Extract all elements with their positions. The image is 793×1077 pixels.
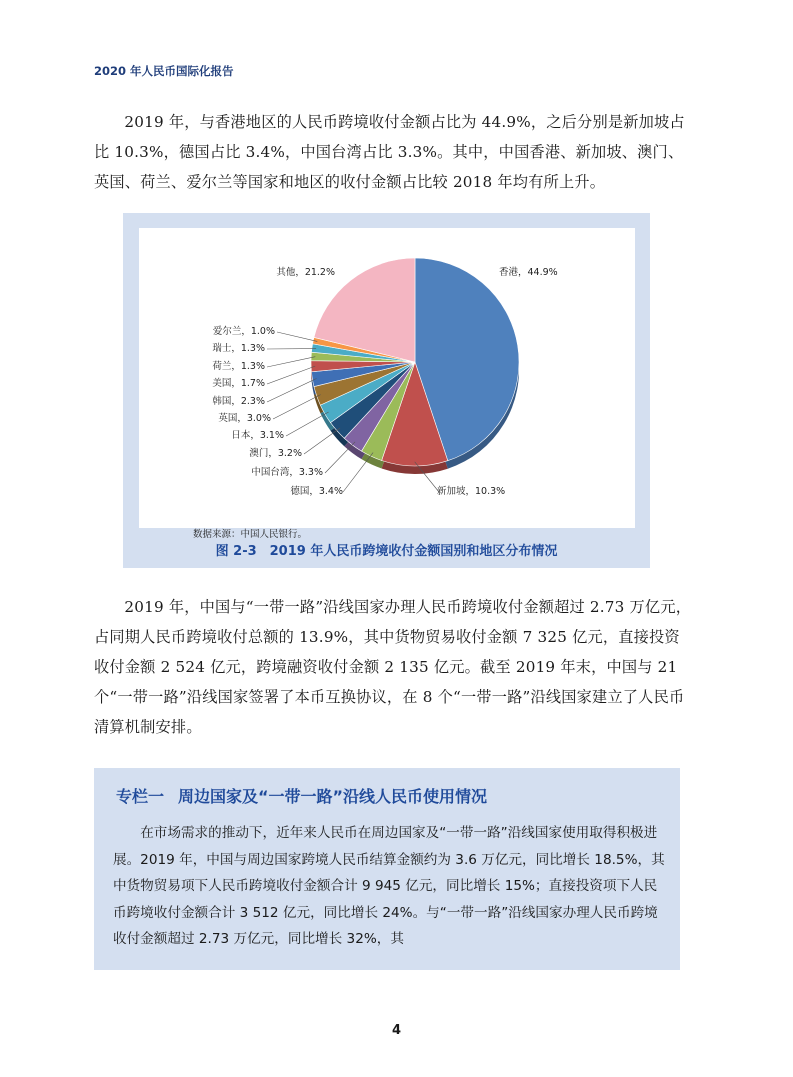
pie-label: 德国，3.4% [290, 486, 343, 497]
pie-label: 澳门，3.2% [249, 448, 302, 459]
body-paragraph: 2019 年，中国与“一带一路”沿线国家办理人民币跨境收付金额超过 2.73 万亿元，占同期人民币跨境收付总额的 13.9%，其中货物贸易收付金额 7 325 亿元，直接投资收付金额 2 524 亿元，跨境融资收付金额 2 135 亿元。截至 2019 年末，中国与 21 个“一带一路”沿线国家签署了本币互换协议，在 8 个“一带一路”沿线国家建立了人民币清算机制安排。 [94, 598, 692, 736]
pie-label: 爱尔兰，1.0% [212, 326, 275, 337]
pie-label: 瑞士，1.3% [212, 343, 265, 354]
leader-line [343, 453, 373, 492]
column-title [116, 784, 501, 807]
leader-line [267, 379, 317, 403]
pie-label: 其他，21.2% [276, 267, 335, 278]
pie-label: 新加坡，10.3% [437, 486, 506, 497]
chart-area [139, 228, 635, 540]
figure-caption: 图 2-3 2019 年人民币跨境收付金额国别和地区分布情况 [215, 544, 558, 559]
running-header: 2020 年人民币国际化报告 [94, 64, 234, 78]
figure-2-3 [123, 213, 650, 568]
pie-label: 香港，44.9% [499, 267, 558, 278]
leader-line [267, 357, 315, 367]
pie-label: 中国台湾，3.3% [251, 467, 323, 478]
pie-label: 英国，3.0% [218, 413, 271, 424]
leader-line [273, 395, 321, 419]
pie-chart [139, 228, 635, 528]
leader-line [277, 332, 317, 341]
leader-line [286, 412, 329, 436]
page-number: 4 [391, 1023, 402, 1038]
leader-line [325, 442, 355, 473]
column-heading: 周边国家及“一带一路”沿线人民币使用情况 [178, 787, 488, 806]
leader-line [267, 366, 315, 384]
pie-label: 日本，3.1% [231, 430, 284, 441]
pie-label: 韩国，2.3% [212, 396, 265, 407]
data-source-note: 数据来源：中国人民银行。 [193, 529, 308, 540]
column-box [94, 768, 680, 970]
pie-label: 荷兰，1.3% [212, 361, 265, 372]
pie-label: 美国，1.7% [212, 378, 265, 389]
column-body: 在市场需求的推动下，近年来人民币在周边国家及“一带一路”沿线国家使用取得积极进展。2019 年，中国与周边国家跨境人民币结算金额约为 3.6 万亿元，同比增长 18.5%，其中货物贸易项下人民币跨境收付金额合计 9 945 亿元，同比增长 15%；直接投资项下人民币跨境收付金额合计 3 512 亿元，同比增长 24%。与“一带一路”沿线国家办理人民币跨境收付金额超过 2.73 万亿元，同比增长 32%，其 [113, 825, 665, 947]
column-label: 专栏一 [116, 787, 165, 806]
body-paragraph: 2019 年，与香港地区的人民币跨境收付金额占比为 44.9%，之后分别是新加坡占比 10.3%，德国占比 3.4%，中国台湾占比 3.3%。其中，中国香港、新加坡、澳门、英国、荷兰、爱尔兰等国家和地区的收付金额占比较 2018 年均有所上升。 [94, 113, 685, 191]
leader-line [304, 428, 340, 454]
